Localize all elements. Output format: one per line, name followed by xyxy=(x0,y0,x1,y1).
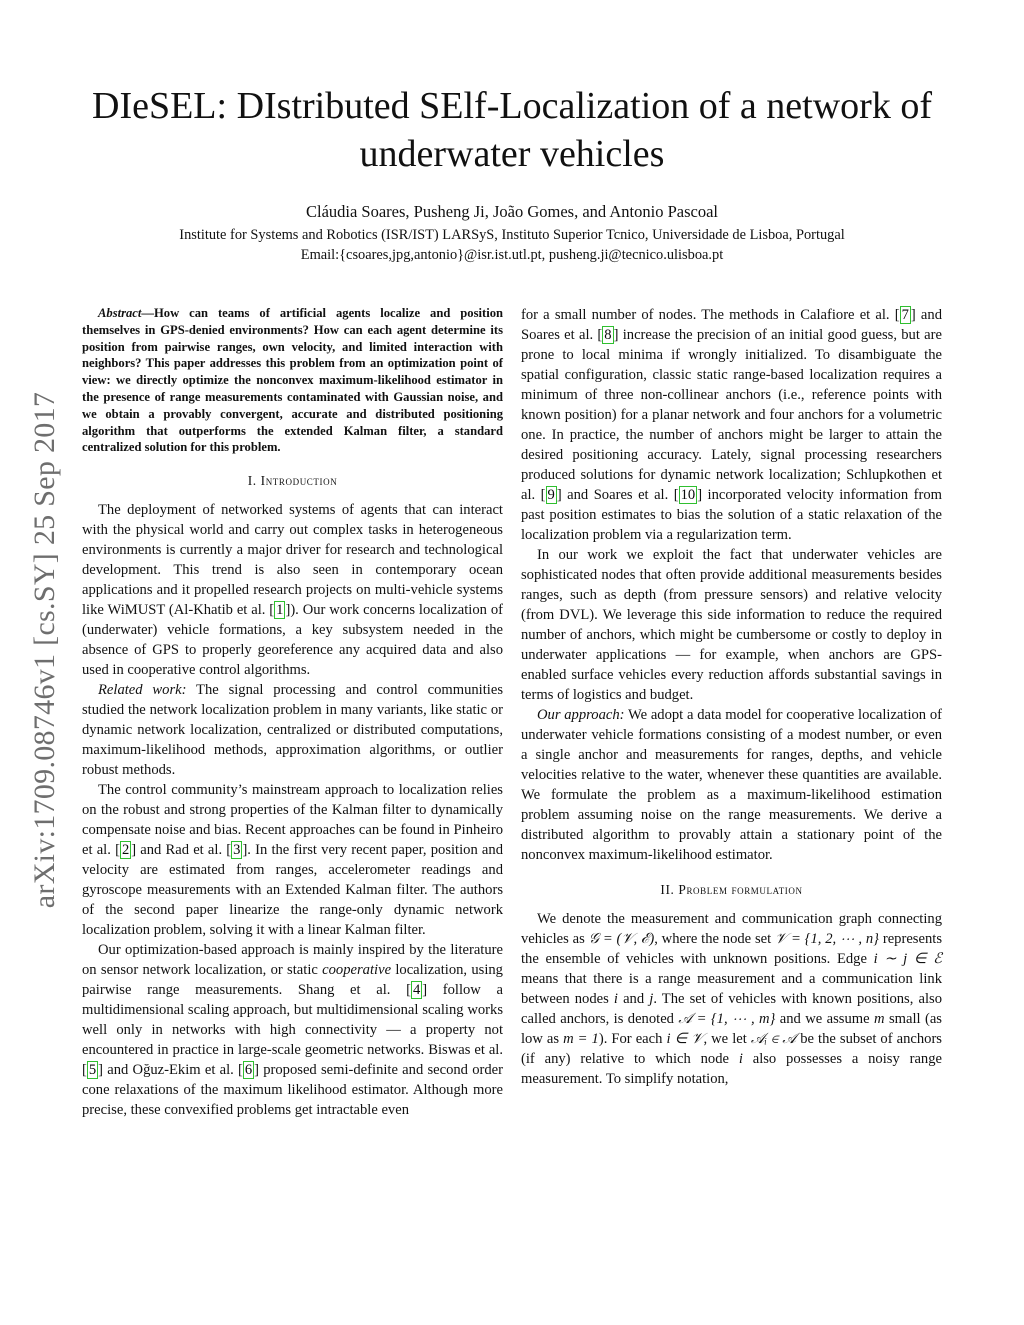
paragraph-our-approach: Our approach: We adopt a data model for cooperative localization of underwater vehicle formations consisting of a modest number, or even a single anchor and measurements for ranges, depths, and vehicle velocities relative to the water, whenever these quantities are available. We formulate the problem as a maximum-likelihood estimation problem assuming noise on the range measurements. We derive a distributed algorithm to provably attain a stationary point of the nonconvex maximum-likelihood estimator. xyxy=(521,707,942,863)
author-list: Cláudia Soares, Pusheng Ji, João Gomes, and Antonio Pascoal xyxy=(305,202,718,221)
citation-link[interactable]: 4 xyxy=(412,982,421,999)
paper-title: DIeSEL: DIstributed SElf-Localization of a network of underwater vehicles xyxy=(92,85,932,175)
citation-link[interactable]: 8 xyxy=(604,327,612,343)
arxiv-id-text: arXiv:1709.08746v1 [cs.SY] 25 Sep 2017 xyxy=(28,391,61,909)
paragraph-optimization: Our optimization-based approach is mainly inspired by the literature on sensor network localization, or static cooperative localization, using pairwise range measurements. Shang et al. [ 4 ] follow a multidimensional scaling approach, but multidimensional scaling works well only in networks with high connectivity — a property not encountered in practice in large-scale geometric networks. Biswas et al. [ 5 ] and Oğuz-Ekim et al. [ 6 ] proposed semi-definite and second order cone relaxations of the maximum likelihood estimator. Although more precise, these convexified problems get intractable even xyxy=(82,942,503,1119)
paragraph-our-work: In our work we exploit the fact that underwater vehicles are sophisticated nodes that often provide additional measurements besides ranges, such as depth (from pressure sensors) and relative velocity (from DVL). We leverage this side information to reduce the required number of anchors, which might be cumbersome or costly to deploy in underwater applications — for example, when anchors are GPS-enabled surface vehicles every reduction affords substantial savings in terms of logistics and budget. xyxy=(521,547,942,703)
right-column xyxy=(521,305,942,1089)
citation-link[interactable]: 7 xyxy=(901,307,909,323)
abstract xyxy=(82,305,503,456)
citation-link[interactable]: 10 xyxy=(680,487,696,503)
paragraph-continued: for a small number of nodes. The methods in Calafiore et al. [ 7 ] and Soares et al. [ 8 ] increase the precision of an initial good guess, but are prone to local minima if wrongly initialized. To disambiguate the spatial configuration, classic static range-based localization requires a minimum of three non-collinear anchors (i.e., reference points with known position) for a planar network and four anchors for a volumetric one. In practice, the number of anchors might be larger to attain the desired positioning accuracy. Lately, signal processing researchers produced solutions for dynamic network localization; Schlupkothen et al. [ 9 ] and Soares et al. [ 10 ] incorporated velocity information from past position estimates to bias the solution of a static relaxation of the localization problem via a regularization term. xyxy=(521,307,942,543)
abstract-text: —How can teams of artificial agents localize and position themselves in GPS-denied environments? How can each agent determine its position from pairwise ranges, own velocity, and limited interaction with neighbors? This paper addresses this problem from an optimization point of view: we directly optimize the nonconvex maximum-likelihood estimator in the presence of range measurements contaminated with Gaussian noise, and we obtain a provably convergent, accurate and distributed positioning algorithm that outperforms the extended Kalman filter, a standard centralized solution for this problem. xyxy=(82,306,503,455)
citation-link[interactable]: 9 xyxy=(547,487,555,503)
arxiv-identifier xyxy=(27,356,63,944)
paragraph-related-work: Related work: The signal processing and control communities studied the network localization problem in many variants, like static or dynamic network localization, centralized or distributed computations, maximum-likelihood methods, approximation algorithms, or outlier robust methods. xyxy=(82,682,503,779)
affiliation: Institute for Systems and Robotics (ISR/IST) LARSyS, Instituto Superior Tcnico, Universidade de Lisboa, Portugal xyxy=(179,227,845,243)
email-line: Email:{csoares,jpg,antonio}@isr.ist.utl.pt, pusheng.ji@tecnico.ulisboa.pt xyxy=(300,247,724,263)
paragraph-control-community: The control community’s mainstream approach to localization relies on the robust and strong properties of the Kalman filter to dynamically compensate noise and bias. Recent approaches can be found in Pinheiro et al. [ 2 ] and Rad et al. [ 3 ]. In the first very recent paper, position and velocity are estimated from ranges, accelerometer readings and gyroscope measurements with an Extended Kalman filter. The authors of the second paper linearize the range-only dynamic network localization problem, solving it with a linear Kalman filter. xyxy=(82,782,504,939)
citation-link[interactable]: 2 xyxy=(121,842,130,859)
section-heading-introduction: I. Introduction xyxy=(247,473,338,489)
paragraph-problem-formulation: We denote the measurement and communication graph connecting vehicles as 𝒢 = (𝒱, ℰ), where the node set 𝒱 = {1, 2, ⋯ , n} represents the ensemble of vehicles with unknown positions. Edge i ∼ j ∈ ℰ means that there is a range measurement and a communication link between nodes i and j. The set of vehicles with known positions, also called anchors, is denoted 𝒜 = {1, ⋯ , m} and we assume m small (as low as m = 1). For each i ∈ 𝒱, we let 𝒜ᵢ ∈ 𝒜 be the subset of anchors (if any) relative to which node i also possesses a noisy range measurement. To simplify notation, xyxy=(521,911,942,1087)
paragraph-label: Our approach: xyxy=(537,707,625,723)
paragraph-intro: The deployment of networked systems of agents that can interact with the physical world and carry out complex tasks in heterogeneous environments is currently a major driver for research and technological development. This trend is also seen in contemporary ocean applications and it propelled research projects on multi-vehicle systems like WiMUST (Al-Khatib et al. [ 1 ]). Our work concerns localization of (underwater) vehicle formations, a key subsystem needed in the absence of GPS to properly georeference any acquired data and also used in cooperative control algorithms. xyxy=(82,502,503,679)
section-heading-problem-formulation: II. Problem formulation xyxy=(660,882,803,897)
paragraph-label: Related work: xyxy=(98,682,187,699)
citation-link[interactable]: 1 xyxy=(276,602,284,619)
left-column xyxy=(82,305,503,1120)
abstract-label: Abstract xyxy=(98,306,142,320)
citation-link[interactable]: 6 xyxy=(244,1062,253,1079)
citation-link[interactable]: 5 xyxy=(88,1062,97,1079)
affiliation-block xyxy=(60,225,964,265)
citation-link[interactable]: 3 xyxy=(233,842,241,859)
